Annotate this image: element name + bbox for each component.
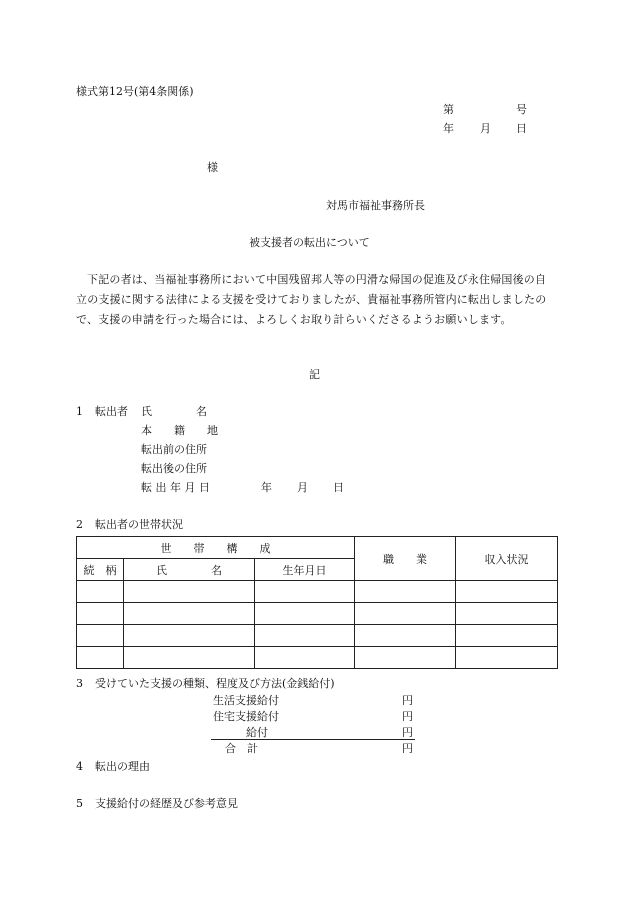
table-cell: [255, 581, 355, 603]
section3-number: 3: [76, 677, 83, 690]
table-cell: [355, 581, 456, 603]
table-cell: [77, 581, 124, 603]
table-cell: [355, 647, 456, 669]
support-item-unit: 円: [402, 710, 413, 723]
move-date-month: 月: [297, 481, 308, 494]
support-item-unit: 円: [402, 726, 413, 739]
table-row: [77, 647, 558, 669]
table-cell: [124, 581, 255, 603]
table-cell: [77, 625, 124, 647]
section1-number: 1: [76, 405, 83, 418]
form-label: 様式第12号(第4条関係): [76, 85, 194, 98]
addressee-suffix: 様: [207, 161, 218, 174]
section4-number: 4: [76, 760, 83, 773]
date-month-label: 月: [480, 122, 491, 135]
document-title: 被支援者の転出について: [249, 236, 370, 249]
support-item-label: 生活支援給付: [213, 694, 279, 707]
section5-number: 5: [76, 797, 83, 810]
ki-heading: 記: [309, 368, 320, 381]
household-table: [76, 536, 558, 669]
table-cell: [77, 603, 124, 625]
field-name-label: 氏 名: [141, 405, 207, 418]
table-cell: [456, 603, 558, 625]
field-new-address-label: 転出後の住所: [141, 462, 207, 475]
table-cell: [124, 603, 255, 625]
header-name: 氏 名: [124, 559, 255, 581]
document-number-suffix: 号: [516, 103, 527, 116]
table-row: [77, 603, 558, 625]
section2-heading: 転出者の世帯状況: [95, 518, 183, 531]
total-label: 合 計: [225, 742, 258, 755]
table-cell: [124, 625, 255, 647]
section1-heading: 転出者: [95, 405, 128, 418]
field-move-date-label: 転 出 年 月 日: [141, 481, 210, 494]
table-cell: [255, 625, 355, 647]
table-cell: [355, 625, 456, 647]
table-cell: [77, 647, 124, 669]
header-relation: 続 柄: [77, 559, 124, 581]
field-domicile-label: 本 籍 地: [141, 424, 218, 437]
table-cell: [456, 581, 558, 603]
total-rule: [211, 739, 415, 740]
support-item-label: 給付: [246, 726, 268, 739]
section2-number: 2: [76, 518, 83, 531]
header-birthdate: 生年月日: [255, 559, 355, 581]
section4-heading: 転出の理由: [95, 760, 150, 773]
table-row: [77, 625, 558, 647]
move-date-year: 年: [261, 481, 272, 494]
table-cell: [355, 603, 456, 625]
header-occupation: 職 業: [355, 537, 456, 581]
support-item-unit: 円: [402, 694, 413, 707]
date-day-label: 日: [516, 122, 527, 135]
header-income: 収入状況: [456, 537, 558, 581]
section5-heading: 支援給付の経歴及び参考意見: [95, 797, 238, 810]
field-prev-address-label: 転出前の住所: [141, 443, 207, 456]
table-cell: [456, 625, 558, 647]
header-household: 世 帯 構 成: [77, 537, 355, 559]
date-year-label: 年: [443, 122, 454, 135]
support-item-label: 住宅支援給付: [213, 710, 279, 723]
table-row: [77, 581, 558, 603]
total-unit: 円: [402, 742, 413, 755]
body-paragraph: 下記の者は、当福祉事務所において中国残留邦人等の円滑な帰国の促進及び永住帰国後の自立の支援に関する法律による支援を受けておりましたが、貴福祉事務所管内に転出しましたので、支援の申請を行った場合には、よろしくお取り計らいくださるようお願いします。: [76, 273, 547, 326]
table-cell: [124, 647, 255, 669]
move-date-day: 日: [333, 481, 344, 494]
table-cell: [255, 647, 355, 669]
document-number-prefix: 第: [443, 103, 454, 116]
table-cell: [456, 647, 558, 669]
table-cell: [255, 603, 355, 625]
section3-heading: 受けていた支援の種類、程度及び方法(金銭給付): [95, 677, 335, 690]
sender-name: 対馬市福祉事務所長: [326, 199, 425, 212]
